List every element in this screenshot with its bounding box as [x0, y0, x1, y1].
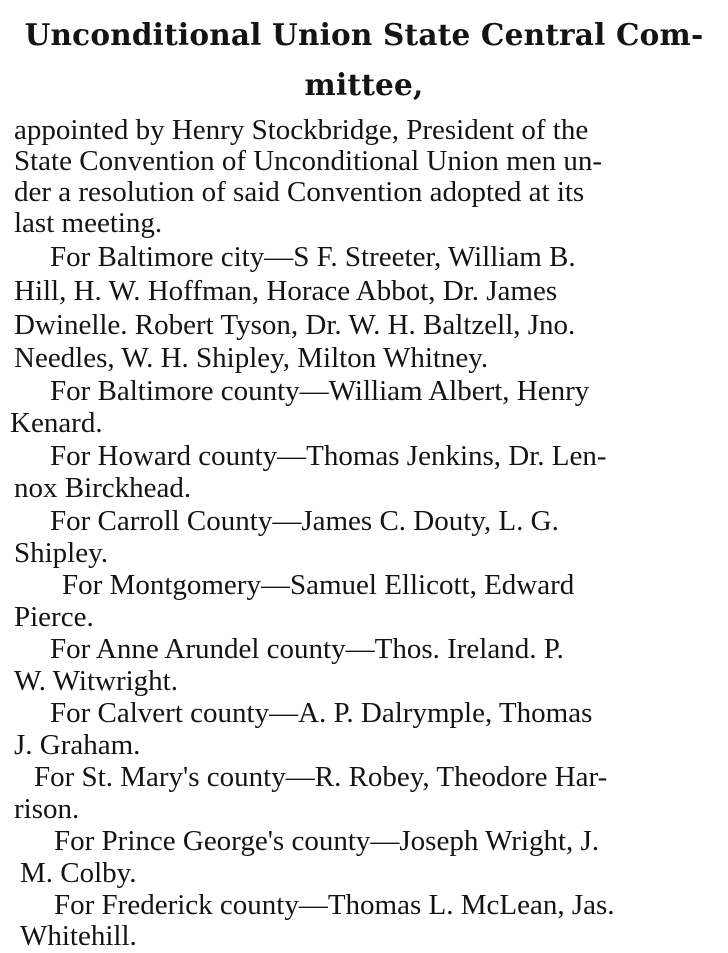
body-line: For Baltimore county—William Albert, Henry [50, 375, 590, 407]
body-line: rison. [14, 793, 80, 825]
body-line: For Frederick county—Thomas L. McLean, Jas. [54, 889, 615, 921]
body-line: For Prince George's county—Joseph Wright, J. [54, 825, 600, 857]
body-line: For Baltimore city—S F. Streeter, William B. [50, 241, 576, 273]
body-line: Hill, H. W. Hoffman, Horace Abbot, Dr. James [14, 275, 558, 307]
body-line: Pierce. [14, 601, 94, 633]
article-title-line-2: mittee, [304, 68, 424, 103]
body-line: For Anne Arundel county—Thos. Ireland. P. [50, 633, 564, 665]
body-line: appointed by Henry Stockbridge, President of the [14, 114, 589, 146]
body-line: der a resolution of said Convention adopted at its [14, 176, 585, 208]
body-line: Whitehill. [20, 920, 137, 952]
body-line: J. Graham. [14, 729, 141, 761]
body-line: Shipley. [14, 537, 108, 569]
body-line: State Convention of Unconditional Union men un- [14, 145, 602, 177]
body-line: Dwinelle. Robert Tyson, Dr. W. H. Baltzell, Jno. [14, 309, 576, 341]
body-line: For St. Mary's county—R. Robey, Theodore Har- [34, 761, 608, 793]
body-line: For Montgomery—Samuel Ellicott, Edward [62, 569, 575, 601]
body-line: For Calvert county—A. P. Dalrymple, Thomas [50, 697, 593, 729]
body-line: For Howard county—Thomas Jenkins, Dr. Len- [50, 440, 607, 472]
body-line: M. Colby. [20, 857, 137, 889]
body-line: Needles, W. H. Shipley, Milton Whitney. [14, 342, 489, 374]
body-line: last meeting. [14, 207, 163, 239]
body-line: Kenard. [10, 407, 103, 439]
body-line: W. Witwright. [14, 665, 178, 697]
body-line: nox Birckhead. [14, 472, 192, 504]
body-line: For Carroll County—James C. Douty, L. G. [50, 505, 559, 537]
article-title-line-1: Unconditional Union State Central Com- [24, 18, 704, 53]
